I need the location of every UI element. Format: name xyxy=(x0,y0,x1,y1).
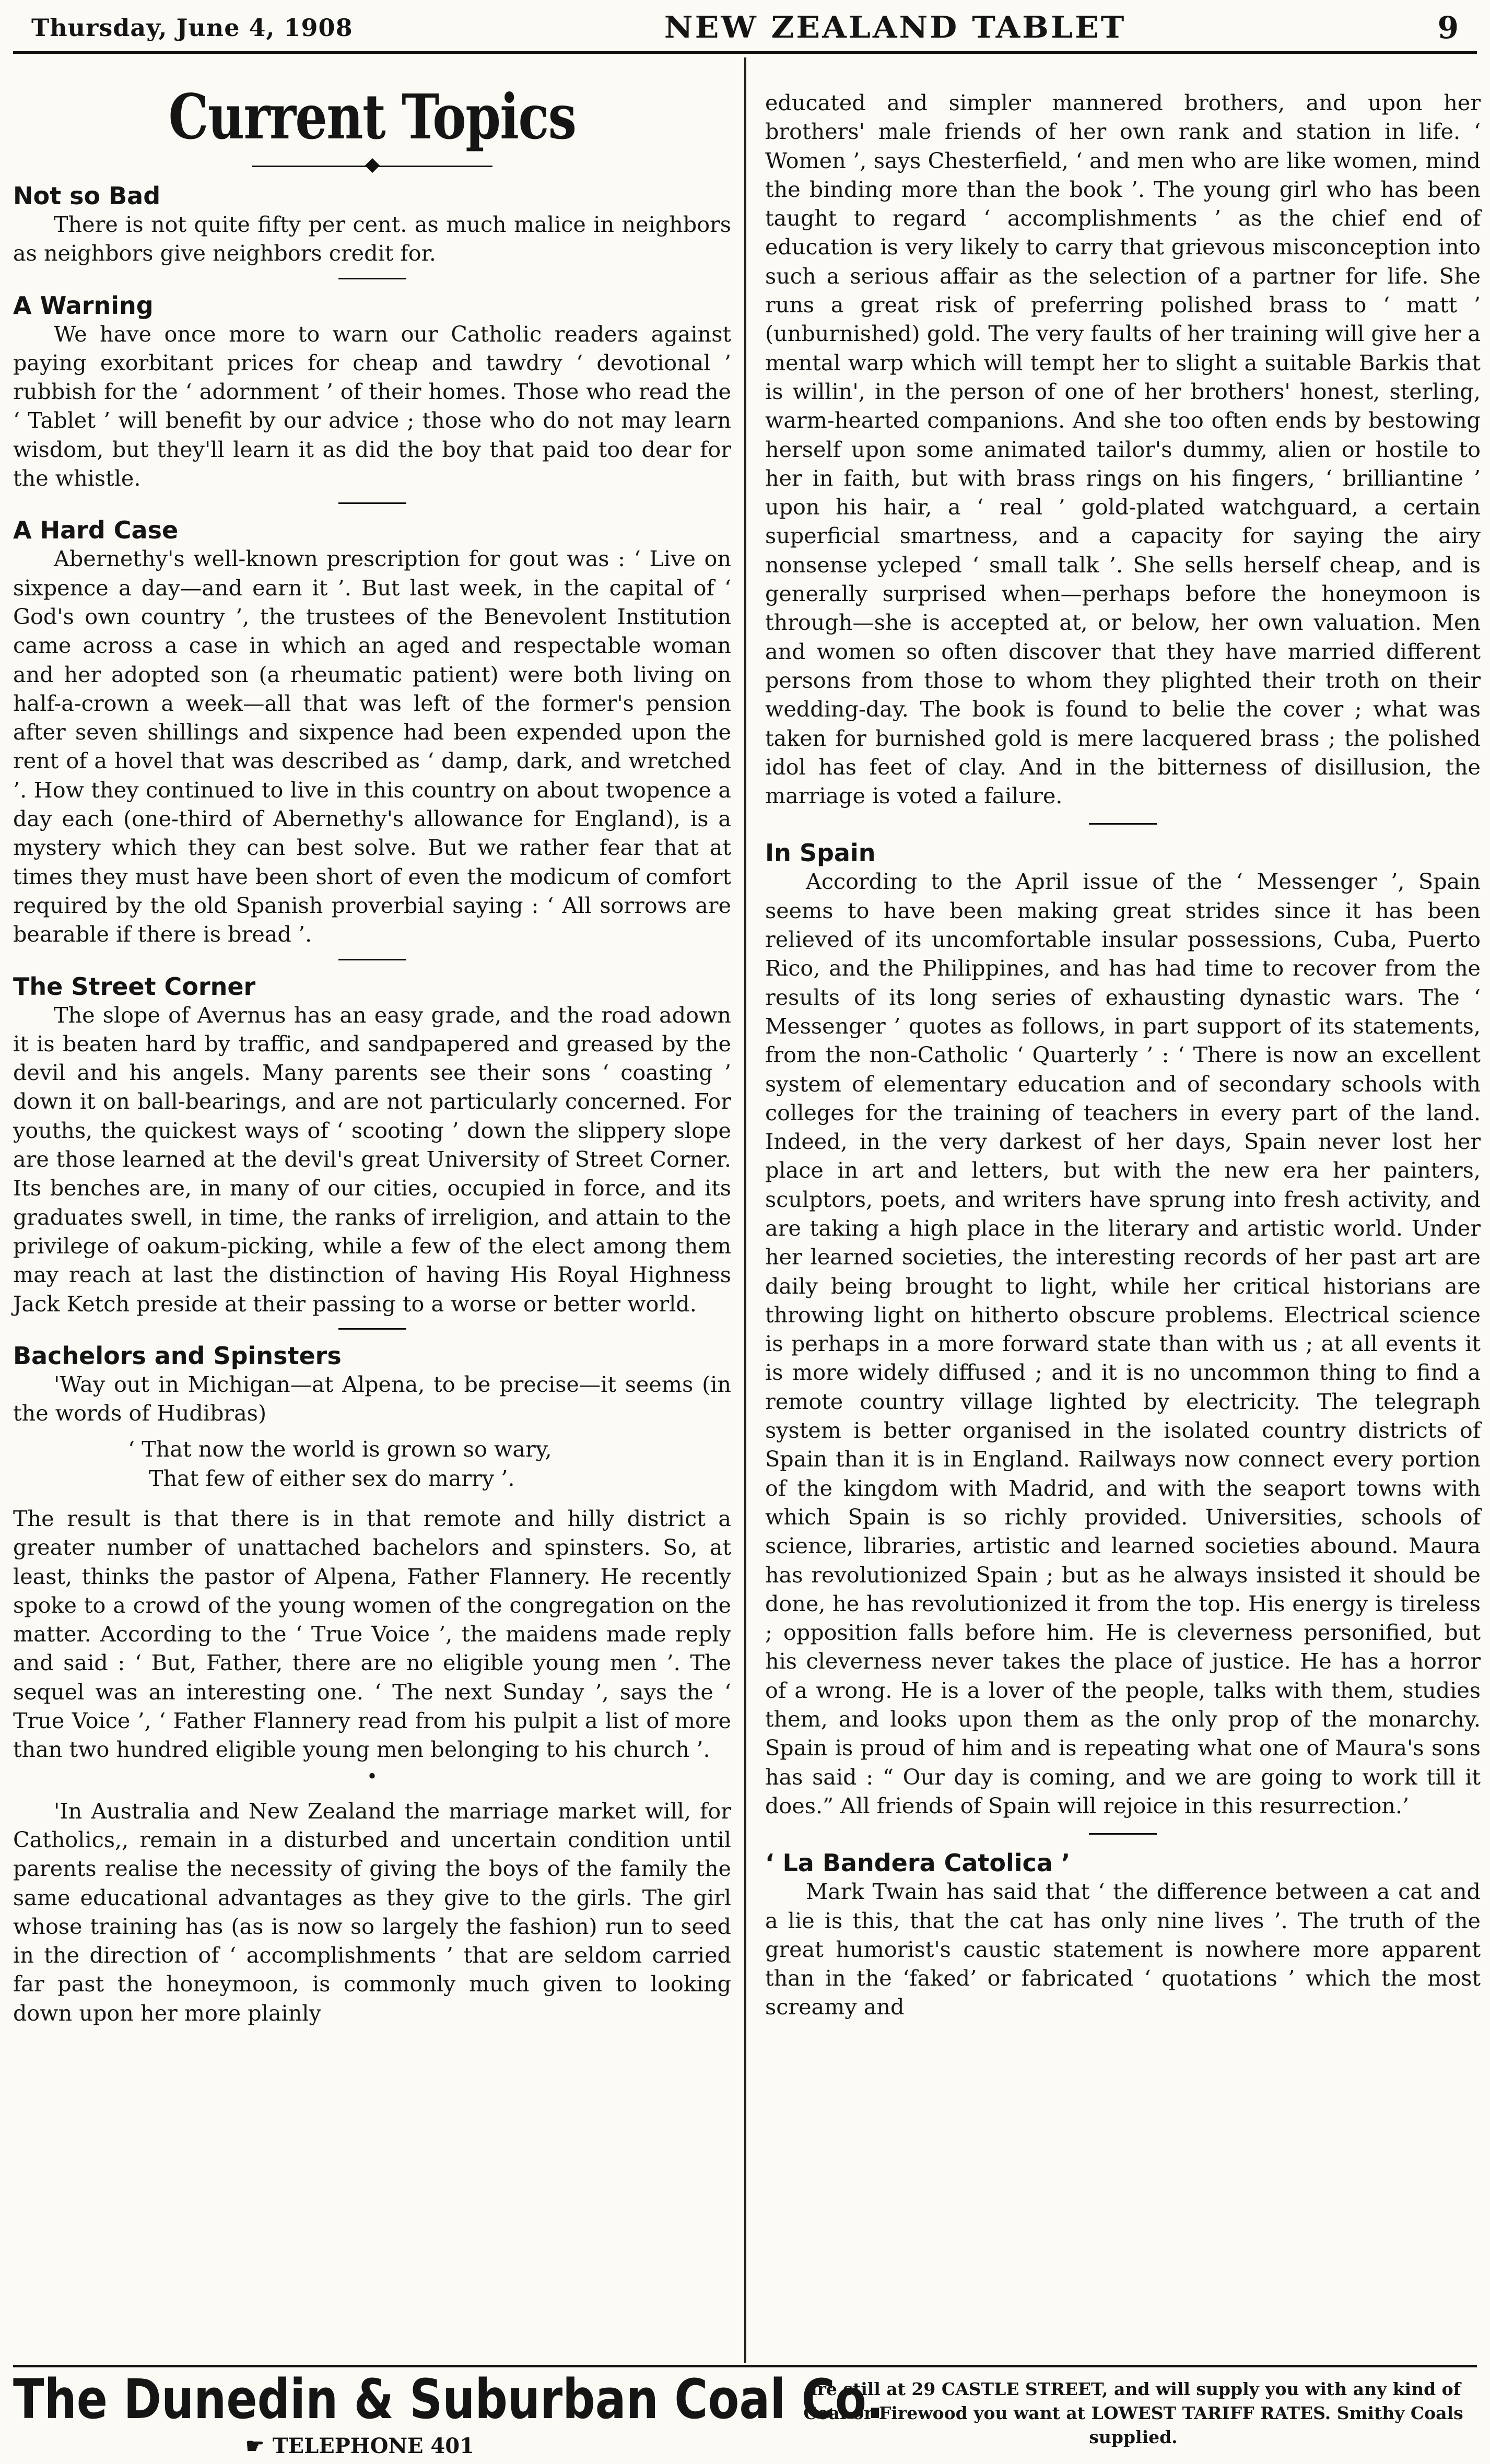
article-paragraph: There is not quite fifty per cent. as much malice in neighbors as neighbors give neighbors credit for. xyxy=(13,212,731,266)
section-separator xyxy=(338,959,406,960)
section-heading-la-bandera-catolica: ‘ La Bandera Catolica ’ xyxy=(765,1849,1071,1878)
section-heading-a-warning: A Warning xyxy=(13,291,154,320)
section-separator xyxy=(1089,1833,1157,1835)
article-paragraph: 'In Australia and New Zealand the marriage market will, for Catholics,, remain in a disturbed and uncertain condition until parents realise the necessity of giving the boys of the family the same educational advantages as they give to the girls. The girl whose training has (as is now so largely the fashion) run to seed in the direction of ‘ accomplishments ’ that are seldom carried far past the honeymoon, is commonly much given to looking down upon her more plainly xyxy=(13,1798,731,2026)
article-paragraph: Mark Twain has said that ‘ the difference between a cat and a lie is this, that the cat has only nine lives ’. The truth of the great humorist's caustic statement is nowhere more apparent than in the ‘faked’ or fabricated ‘ quotations ’ which the most screamy and xyxy=(765,1879,1481,2020)
advertisement-text: are still at 29 CASTLE STREET, and will supply you with any kind of Coal or Firewood you want at LOWEST TARIFF RATES. Smithy Coals supplied. xyxy=(803,2379,1463,2447)
article-paragraph: Abernethy's well-known prescription for gout was : ‘ Live on sixpence a day—and earn it ’. But last week, in the capital of ‘ God's own country ’, the trustees of the Benevolent Institution came across a case in which an aged and respectable woman and her adopted son (a rheumatic patient) were both living on half-a-crown a week—all that was left of the former's pension after seven shillings and sixpence had been expended upon the rent of a hovel that was described as ‘ damp, dark, and wretched ’. How they continued to live in this country on about twopence a day each (one-third of Abernethy's allowance for England), is a mystery which they can best solve. But we rather fear that at times they must have been short of even the modicum of comfort required by the old Spanish proverbial saying : ‘ All sorrows are bearable if there is bread ’. xyxy=(13,546,731,947)
issue-date: Thursday, June 4, 1908 xyxy=(31,14,353,42)
section-separator xyxy=(338,278,406,279)
bullet-separator: • xyxy=(366,1766,378,1788)
advertiser-name: The Dunedin & Suburban Coal Co. xyxy=(13,2367,884,2431)
verse-line: ‘ That now the world is grown so wary, xyxy=(128,1437,552,1462)
verse-quote xyxy=(13,1435,731,1493)
section-heading-not-so-bad: Not so Bad xyxy=(13,182,161,210)
article-paragraph: We have once more to warn our Catholic readers against paying exorbitant prices for cheap and tawdry ‘ devotional ’ rubbish for the ‘ adornment ’ of their homes. Those who read the ‘ Tablet ’ will benefit by our advice ; those who do not may learn wisdom, but they'll learn it as did the boy that paid too dear for the whistle. xyxy=(13,321,731,491)
article-paragraph: According to the April issue of the ‘ Messenger ’, Spain seems to have been making great strides since it has been relieved of its uncomfortable insular possessions, Cuba, Puerto Rico, and the Philippines, and has had time to recover from the results of its long series of exhausting dynastic wars. The ‘ Messenger ’ quotes as follows, in part support of its statements, from the non-Catholic ‘ Quarterly ’ : ‘ There is now an excellent system of elementary education and of secondary schools with colleges for the training of teachers in every part of the land. Indeed, in the very darkest of her days, Spain never lost her place in art and letters, but with the new era her painters, sculptors, poets, and writers have sprung into fresh activity, and are taking a high place in the literary and artistic world. Under her learned societies, the interesting records of her past art are daily being brought to light, while her critical historians are throwing light on hitherto obscure problems. Electrical science is perhaps in a more forward state than with us ; at all events it is more widely diffused ; and it is no uncommon thing to find a remote country village lighted by electricity. The telegraph system is better organised in the isolated country districts of Spain than it is in England. Railways now connect every portion of the kingdom with Madrid, and with the seaport towns with which Spain is so richly provided. Universities, schools of science, libraries, artistic and learned societies abound. Maura has revolutionized Spain ; but as he always insisted it should be done, he has revolutionized it from the top. His energy is tireless ; opposition falls before him. He is cleverness personified, but his cleverness never takes the place of justice. He has a horror of a wrong. He is a lover of the people, talks with them, studies them, and looks upon them as the only prop of the monarchy. Spain is proud of him and is repeating what one of Maura's sons has said : “ Our day is coming, and we are going to work till it does.” All friends of Spain will rejoice in this resurrection.’ xyxy=(765,869,1481,1818)
left-column xyxy=(13,57,731,2028)
telephone-text: TELEPHONE 401 xyxy=(272,2434,474,2458)
masthead xyxy=(31,9,1459,46)
article-paragraph: The result is that there is in that remote and hilly district a greater number of unattached bachelors and spinsters. So, at least, thinks the pastor of Alpena, Father Flannery. He recently spoke to a crowd of the young women of the congregation on the matter. According to the ‘ True Voice ’, the maidens made reply and said : ‘ But, Father, there are no eligible young men ’. The sequel was an interesting one. ‘ The next Sunday ’, says the ‘ True Voice ’, ‘ Father Flannery read from his pulpit a list of more than two hundred eligible young men belonging to his church ’. xyxy=(13,1506,731,1763)
newspaper-title: NEW ZEALAND TABLET xyxy=(664,10,1127,45)
verse-line: That few of either sex do marry ’. xyxy=(149,1465,515,1491)
section-separator xyxy=(1089,823,1157,825)
section-separator xyxy=(338,502,406,504)
right-column xyxy=(765,89,1481,2022)
page-number: 9 xyxy=(1437,10,1459,45)
main-title: Current Topics xyxy=(168,80,576,153)
header-rule xyxy=(13,51,1477,54)
section-heading-street-corner: The Street Corner xyxy=(13,972,256,1001)
column-divider xyxy=(744,57,746,2363)
section-heading-bachelors-spinsters: Bachelors and Spinsters xyxy=(13,1341,342,1370)
article-paragraph: The slope of Avernus has an easy grade, and the road adown it is beaten hard by traffic, and sandpapered and greased by the devil and his angels. Many parents see their sons ‘ coasting ’ down it on ball-bearings, and are not particularly concerned. For youths, the quickest ways of ‘ scooting ’ down the slippery slope are those learned at the devil's great University of Street Corner. Its benches are, in many of our cities, occupied in force, and its graduates swell, in time, the ranks of irreligion, and attain to the privilege of oakum-picking, while a few of the elect among them may reach at last the distinction of having His Royal Highness Jack Ketch preside at their passing to a worse or better world. xyxy=(13,1002,731,1317)
article-paragraph: 'Way out in Michigan—at Alpena, to be precise—it seems (in the words of Hudibras) xyxy=(13,1371,731,1426)
advertiser-telephone xyxy=(245,2434,474,2458)
section-heading-a-hard-case: A Hard Case xyxy=(13,516,179,545)
section-heading-in-spain: In Spain xyxy=(765,839,876,867)
section-separator xyxy=(338,1328,406,1330)
title-ornament xyxy=(252,158,492,174)
pointing-hand-icon: ☛ xyxy=(245,2434,264,2458)
article-paragraph-continued: educated and simpler mannered brothers, and upon her brothers' male friends of her own rank and station in life. ‘ Women ’, says Chesterfield, ‘ and men who are like women, mind the binding more than the book ’. The young girl who has been taught to regard ‘ accomplishments ’ as the chief end of education is very likely to carry that grievous misconception into such a serious affair as the selection of a partner for life. She runs a great risk of preferring polished brass to ‘ matt ’ (unburnished) gold. The very faults of her training will give her a mental warp which will tempt her to slight a suitable Barkis that is willin', in the person of one of her brothers' honest, sterling, warm-hearted companions. And she too often ends by bestowing herself upon some animated tailor's dummy, alien or hostile to her in faith, but with brass rings on his fingers, ‘ brilliantine ’ upon his hair, a ‘ real ’ gold-plated watchguard, a certain superficial smartness, and a capacity for saying the airy nonsense ycleped ‘ small talk ’. She sells herself cheap, and is generally surprised when—perhaps before the honeymoon is through—she is accepted at, or below, her own valuation. Men and women so often discover that they have married different persons from those to whom they plighted their troth on their wedding-day. The book is found to belie the cover ; what was taken for burnished gold is mere lacquered brass ; the polished idol has feet of clay. And in the bitterness of disillusion, the marriage is voted a failure. xyxy=(765,90,1481,809)
